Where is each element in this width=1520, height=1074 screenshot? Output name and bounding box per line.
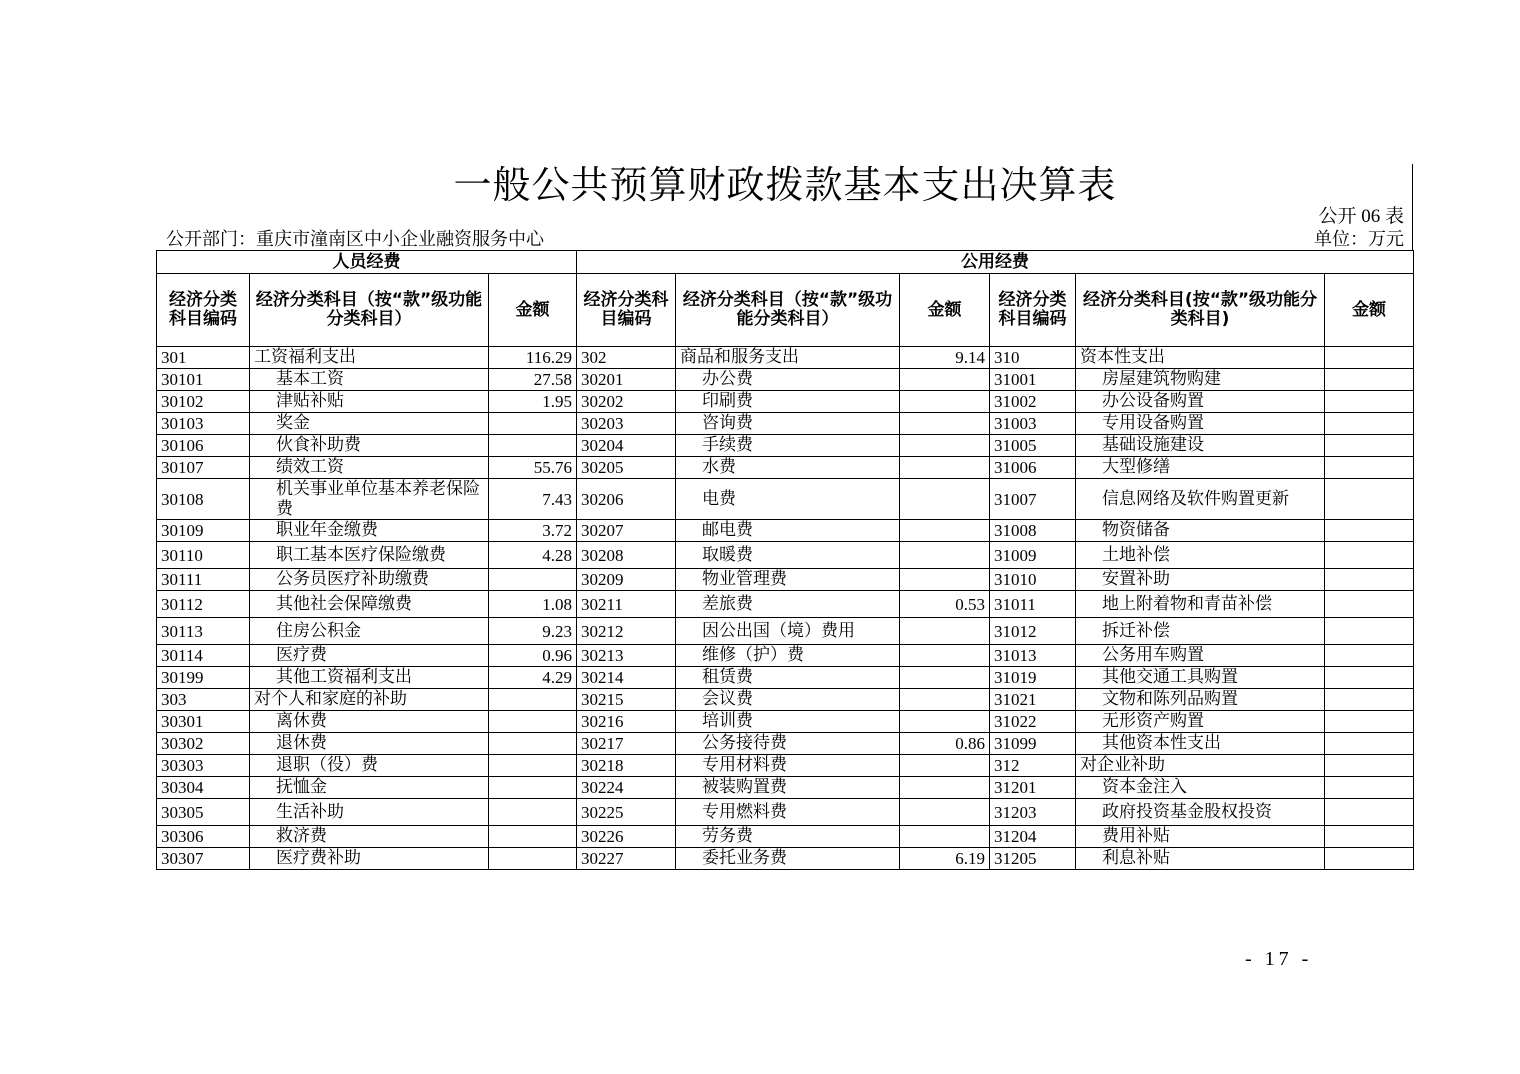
amount-cell (1325, 542, 1414, 569)
amount-cell (1325, 755, 1414, 777)
amount-cell (1325, 667, 1414, 689)
amount-cell (900, 569, 990, 591)
table-row (157, 711, 1414, 733)
name-cell: 信息网络及软件购置更新 (1076, 479, 1325, 520)
code-cell: 31001 (990, 369, 1076, 391)
name-cell: 公务员医疗补助缴费 (250, 569, 489, 591)
code-cell: 30303 (157, 755, 250, 777)
name-cell: 专用材料费 (676, 755, 900, 777)
name-cell: 物资储备 (1076, 520, 1325, 542)
unit-label: 单位：万元 (1314, 229, 1404, 250)
table-row (157, 520, 1414, 542)
amount-cell: 1.95 (489, 391, 577, 413)
table-row (157, 826, 1414, 848)
amount-cell: 6.19 (900, 848, 990, 870)
amount-cell (900, 369, 990, 391)
name-cell: 其他资本性支出 (1076, 733, 1325, 755)
amount-cell: 0.53 (900, 591, 990, 618)
section-public: 公用经费 (577, 251, 1414, 274)
name-cell: 伙食补助费 (250, 435, 489, 457)
amount-cell (1325, 413, 1414, 435)
name-cell: 公务用车购置 (1076, 645, 1325, 667)
amount-cell: 27.58 (489, 369, 577, 391)
code-cell: 31204 (990, 826, 1076, 848)
code-cell: 30108 (157, 479, 250, 520)
code-cell: 30107 (157, 457, 250, 479)
name-cell: 离休费 (250, 711, 489, 733)
code-cell: 30211 (577, 591, 676, 618)
amount-cell (489, 755, 577, 777)
header-name: 经济分类科目(按“款”级功能分类科目) (1076, 274, 1325, 347)
table-row (157, 542, 1414, 569)
code-cell: 31022 (990, 711, 1076, 733)
code-cell: 30306 (157, 826, 250, 848)
amount-cell: 1.08 (489, 591, 577, 618)
name-cell: 会议费 (676, 689, 900, 711)
code-cell: 303 (157, 689, 250, 711)
name-cell: 租赁费 (676, 667, 900, 689)
expenditure-table (156, 250, 1414, 870)
name-cell: 办公费 (676, 369, 900, 391)
header-name: 经济分类科目（按“款”级功能分类科目） (676, 274, 900, 347)
table-row (157, 435, 1414, 457)
table-row (157, 413, 1414, 435)
code-cell: 31006 (990, 457, 1076, 479)
table-row (157, 777, 1414, 799)
amount-cell: 7.43 (489, 479, 577, 520)
amount-cell (1325, 479, 1414, 520)
name-cell: 大型修缮 (1076, 457, 1325, 479)
amount-cell (1325, 391, 1414, 413)
amount-cell (1325, 569, 1414, 591)
amount-cell (489, 413, 577, 435)
name-cell: 商品和服务支出 (676, 347, 900, 369)
amount-cell (900, 777, 990, 799)
name-cell: 因公出国（境）费用 (676, 618, 900, 645)
name-cell: 对企业补助 (1076, 755, 1325, 777)
code-cell: 30215 (577, 689, 676, 711)
amount-cell (489, 777, 577, 799)
code-cell: 30114 (157, 645, 250, 667)
table-row (157, 618, 1414, 645)
amount-cell (900, 689, 990, 711)
amount-cell (489, 689, 577, 711)
table-row (157, 569, 1414, 591)
amount-cell: 116.29 (489, 347, 577, 369)
table-row (157, 848, 1414, 870)
table-row (157, 755, 1414, 777)
amount-cell (1325, 777, 1414, 799)
code-cell: 31002 (990, 391, 1076, 413)
code-cell: 30111 (157, 569, 250, 591)
name-cell: 维修（护）费 (676, 645, 900, 667)
amount-cell (1325, 733, 1414, 755)
amount-cell (900, 618, 990, 645)
name-cell: 被装购置费 (676, 777, 900, 799)
code-cell: 31003 (990, 413, 1076, 435)
amount-cell (1325, 826, 1414, 848)
code-cell: 31019 (990, 667, 1076, 689)
amount-cell (900, 413, 990, 435)
name-cell: 资本金注入 (1076, 777, 1325, 799)
table-row (157, 733, 1414, 755)
code-cell: 30216 (577, 711, 676, 733)
code-cell: 30304 (157, 777, 250, 799)
name-cell: 基础设施建设 (1076, 435, 1325, 457)
table-row (157, 391, 1414, 413)
amount-cell (900, 479, 990, 520)
table-row (157, 645, 1414, 667)
name-cell: 土地补偿 (1076, 542, 1325, 569)
code-cell: 30201 (577, 369, 676, 391)
amount-cell (900, 542, 990, 569)
code-cell: 30199 (157, 667, 250, 689)
code-cell: 31205 (990, 848, 1076, 870)
name-cell: 地上附着物和青苗补偿 (1076, 591, 1325, 618)
name-cell: 利息补贴 (1076, 848, 1325, 870)
code-cell: 30305 (157, 799, 250, 826)
name-cell: 职业年金缴费 (250, 520, 489, 542)
name-cell: 基本工资 (250, 369, 489, 391)
amount-cell (900, 645, 990, 667)
name-cell: 拆迁补偿 (1076, 618, 1325, 645)
code-cell: 31007 (990, 479, 1076, 520)
code-cell: 31008 (990, 520, 1076, 542)
name-cell: 印刷费 (676, 391, 900, 413)
form-code: 公开 06 表 (1318, 206, 1404, 227)
header-name: 经济分类科目（按“款”级功能分类科目） (250, 274, 489, 347)
name-cell: 对个人和家庭的补助 (250, 689, 489, 711)
table-row (157, 591, 1414, 618)
page-title: 一般公共预算财政拨款基本支出决算表 (453, 163, 1117, 207)
code-cell: 30204 (577, 435, 676, 457)
code-cell: 30301 (157, 711, 250, 733)
amount-cell: 4.28 (489, 542, 577, 569)
name-cell: 抚恤金 (250, 777, 489, 799)
code-cell: 30226 (577, 826, 676, 848)
name-cell: 住房公积金 (250, 618, 489, 645)
name-cell: 医疗费补助 (250, 848, 489, 870)
header-amount: 金额 (1325, 274, 1414, 347)
name-cell: 政府投资基金股权投资 (1076, 799, 1325, 826)
code-cell: 30217 (577, 733, 676, 755)
code-cell: 31010 (990, 569, 1076, 591)
code-cell: 31099 (990, 733, 1076, 755)
name-cell: 电费 (676, 479, 900, 520)
amount-cell (489, 799, 577, 826)
code-cell: 30225 (577, 799, 676, 826)
name-cell: 差旅费 (676, 591, 900, 618)
name-cell: 房屋建筑物购建 (1076, 369, 1325, 391)
code-cell: 30101 (157, 369, 250, 391)
amount-cell (1325, 711, 1414, 733)
code-cell: 31011 (990, 591, 1076, 618)
name-cell: 手续费 (676, 435, 900, 457)
amount-cell (900, 520, 990, 542)
code-cell: 30307 (157, 848, 250, 870)
name-cell: 退职（役）费 (250, 755, 489, 777)
page-number: - 17 - (1245, 948, 1313, 970)
table-row (157, 479, 1414, 520)
code-cell: 312 (990, 755, 1076, 777)
name-cell: 培训费 (676, 711, 900, 733)
amount-cell (1325, 645, 1414, 667)
name-cell: 办公设备购置 (1076, 391, 1325, 413)
section-personnel: 人员经费 (157, 251, 577, 274)
header-code: 经济分类科目编码 (577, 274, 676, 347)
code-cell: 30207 (577, 520, 676, 542)
amount-cell: 9.14 (900, 347, 990, 369)
name-cell: 专用设备购置 (1076, 413, 1325, 435)
name-cell: 生活补助 (250, 799, 489, 826)
amount-cell (900, 667, 990, 689)
name-cell: 机关事业单位基本养老保险费 (250, 479, 489, 520)
header-code: 经济分类科目编码 (990, 274, 1076, 347)
amount-cell (1325, 435, 1414, 457)
code-cell: 30212 (577, 618, 676, 645)
amount-cell (489, 569, 577, 591)
amount-cell: 55.76 (489, 457, 577, 479)
table-row (157, 457, 1414, 479)
name-cell: 津贴补贴 (250, 391, 489, 413)
code-cell: 30112 (157, 591, 250, 618)
code-cell: 30102 (157, 391, 250, 413)
code-cell: 30103 (157, 413, 250, 435)
amount-cell: 0.96 (489, 645, 577, 667)
code-cell: 30224 (577, 777, 676, 799)
amount-cell (1325, 520, 1414, 542)
amount-cell (900, 755, 990, 777)
name-cell: 委托业务费 (676, 848, 900, 870)
name-cell: 物业管理费 (676, 569, 900, 591)
table-row (157, 689, 1414, 711)
name-cell: 职工基本医疗保险缴费 (250, 542, 489, 569)
amount-cell (1325, 618, 1414, 645)
amount-cell (1325, 689, 1414, 711)
code-cell: 31009 (990, 542, 1076, 569)
code-cell: 30109 (157, 520, 250, 542)
name-cell: 费用补贴 (1076, 826, 1325, 848)
amount-cell: 0.86 (900, 733, 990, 755)
name-cell: 奖金 (250, 413, 489, 435)
name-cell: 安置补助 (1076, 569, 1325, 591)
name-cell: 无形资产购置 (1076, 711, 1325, 733)
name-cell: 其他工资福利支出 (250, 667, 489, 689)
code-cell: 30206 (577, 479, 676, 520)
code-cell: 31013 (990, 645, 1076, 667)
code-cell: 30110 (157, 542, 250, 569)
amount-cell (1325, 591, 1414, 618)
code-cell: 302 (577, 347, 676, 369)
code-cell: 30202 (577, 391, 676, 413)
name-cell: 邮电费 (676, 520, 900, 542)
name-cell: 工资福利支出 (250, 347, 489, 369)
name-cell: 水费 (676, 457, 900, 479)
code-cell: 30218 (577, 755, 676, 777)
amount-cell: 9.23 (489, 618, 577, 645)
amount-cell (489, 711, 577, 733)
name-cell: 退休费 (250, 733, 489, 755)
code-cell: 31012 (990, 618, 1076, 645)
header-amount: 金额 (489, 274, 577, 347)
amount-cell (1325, 799, 1414, 826)
code-cell: 310 (990, 347, 1076, 369)
code-cell: 30302 (157, 733, 250, 755)
table-row (157, 799, 1414, 826)
table-row (157, 369, 1414, 391)
amount-cell: 4.29 (489, 667, 577, 689)
code-cell: 30214 (577, 667, 676, 689)
name-cell: 取暖费 (676, 542, 900, 569)
name-cell: 救济费 (250, 826, 489, 848)
code-cell: 31021 (990, 689, 1076, 711)
name-cell: 文物和陈列品购置 (1076, 689, 1325, 711)
code-cell: 30106 (157, 435, 250, 457)
name-cell: 其他社会保障缴费 (250, 591, 489, 618)
code-cell: 30113 (157, 618, 250, 645)
amount-cell (489, 848, 577, 870)
amount-cell (489, 733, 577, 755)
table-row (157, 347, 1414, 369)
name-cell: 专用燃料费 (676, 799, 900, 826)
name-cell: 咨询费 (676, 413, 900, 435)
header-code: 经济分类科目编码 (157, 274, 250, 347)
name-cell: 医疗费 (250, 645, 489, 667)
code-cell: 31201 (990, 777, 1076, 799)
department-label: 公开部门：重庆市潼南区中小企业融资服务中心 (166, 229, 544, 250)
header-amount: 金额 (900, 274, 990, 347)
amount-cell (1325, 369, 1414, 391)
name-cell: 其他交通工具购置 (1076, 667, 1325, 689)
code-cell: 301 (157, 347, 250, 369)
name-cell: 公务接待费 (676, 733, 900, 755)
amount-cell (1325, 457, 1414, 479)
margin-line (1412, 164, 1413, 250)
table-row (157, 667, 1414, 689)
amount-cell: 3.72 (489, 520, 577, 542)
code-cell: 30205 (577, 457, 676, 479)
amount-cell (900, 391, 990, 413)
amount-cell (900, 826, 990, 848)
code-cell: 30203 (577, 413, 676, 435)
code-cell: 30208 (577, 542, 676, 569)
amount-cell (900, 711, 990, 733)
amount-cell (900, 457, 990, 479)
code-cell: 30209 (577, 569, 676, 591)
code-cell: 31203 (990, 799, 1076, 826)
name-cell: 资本性支出 (1076, 347, 1325, 369)
name-cell: 绩效工资 (250, 457, 489, 479)
amount-cell (1325, 347, 1414, 369)
code-cell: 31005 (990, 435, 1076, 457)
code-cell: 30227 (577, 848, 676, 870)
name-cell: 劳务费 (676, 826, 900, 848)
amount-cell (900, 435, 990, 457)
code-cell: 30213 (577, 645, 676, 667)
amount-cell (1325, 848, 1414, 870)
amount-cell (900, 799, 990, 826)
amount-cell (489, 435, 577, 457)
amount-cell (489, 826, 577, 848)
